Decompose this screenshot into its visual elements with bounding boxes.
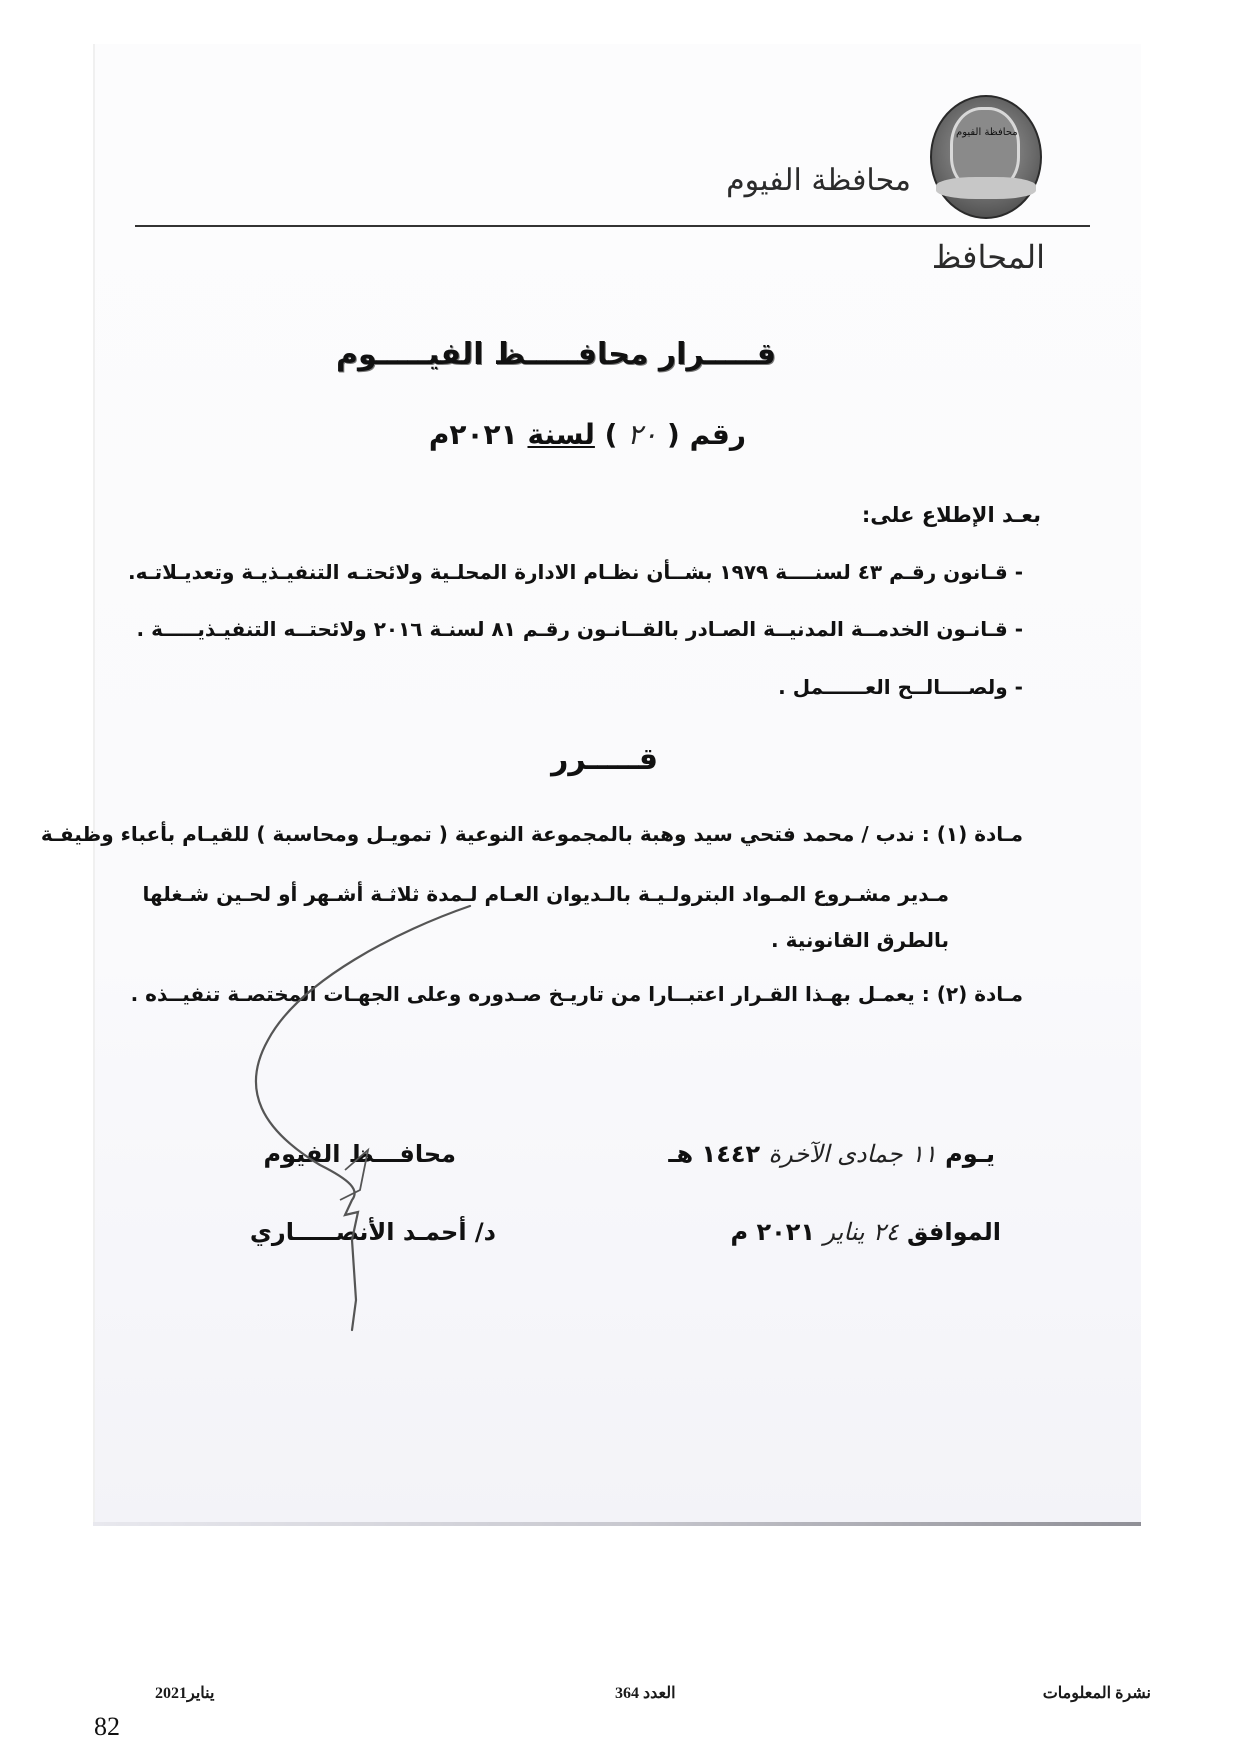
article-1-line: مـادة (١) : ندب / محمد فتحي سيد وهبة بالمجموعة النوعية ( تمويـل ومحاسبة ) للقيـام بأعباء وظيفـة (40, 822, 1023, 846)
decree-number-handwritten: ٢٠ (627, 418, 658, 451)
governor-title: المحافظ (931, 238, 1045, 276)
hijri-prefix: يـوم (945, 1140, 995, 1168)
article-1-line: بالطرق القانونية . (771, 928, 949, 952)
number-suffix: ) (604, 418, 618, 451)
year-label: لسنة (527, 418, 595, 451)
year-value: ٢٠٢١م (428, 418, 518, 451)
scan-edge (93, 1522, 1141, 1526)
emblem-text: محافظة الفيوم (956, 127, 1018, 138)
decree-number-line (429, 418, 746, 451)
footer-date: يناير2021 (155, 1685, 215, 1702)
article-2-line: مـادة (٢) : يعمـل بهـذا القـرار اعتبــارا من تاريـخ صـدوره وعلى الجهـات المختصـة تنفيــذه . (130, 982, 1023, 1006)
governorate-name: محافظة الفيوم (726, 163, 911, 198)
footer-publication: نشرة المعلومات (1042, 1685, 1151, 1702)
gregorian-prefix: الموافق (907, 1218, 1001, 1246)
gregorian-month-handwritten: يناير (823, 1218, 865, 1246)
decree-title: قـــــرار محافـــــظ الفيـــــوم (336, 337, 776, 372)
resolution-heading: قـــــرر (551, 742, 658, 777)
signatory-name: د/ أحمـد الأنصـــــاري (249, 1218, 496, 1246)
emblem-lake-shape (936, 177, 1036, 199)
preamble-item: - قـانون رقـم ٤٣ لسنــــة ١٩٧٩ بشــأن نظـام الادارة المحلـية ولائحتـه التنفيـذيـة وتعديـلاتـه. (128, 560, 1023, 584)
hijri-month-handwritten: جمادى الآخرة (768, 1140, 903, 1168)
hijri-day: ١١ (911, 1140, 937, 1168)
preamble-item: - قـانـون الخدمــة المدنيــة الصـادر بالقــانـون رقـم ٨١ لسنـة ٢٠١٦ ولائحتــه التنفيـذيـــــة . (136, 617, 1023, 641)
preamble-heading: بعـد الإطلاع على: (861, 503, 1041, 527)
gregorian-date (730, 1218, 1001, 1246)
article-1-line: مـدير مشـروع المـواد البترولـيـة بالـديوان العـام لـمدة ثلاثـة أشـهر أو لحـين شـغلها (142, 882, 949, 906)
preamble-item: - ولصــــالــح العــــــمل . (778, 675, 1023, 699)
hijri-date (668, 1140, 995, 1168)
footer-issue: العدد 364 (615, 1685, 676, 1702)
gregorian-year: ٢٠٢١ م (730, 1218, 816, 1246)
fayoum-governorate-emblem-icon (930, 95, 1042, 219)
hijri-year: ١٤٤٢ هـ (668, 1140, 761, 1168)
page-number: 82 (94, 1712, 120, 1741)
signatory-title: محافـــظ الفيوم (263, 1140, 456, 1168)
number-prefix: رقم ( (667, 418, 746, 451)
header-divider (135, 225, 1090, 227)
gregorian-day: ٢٤ (872, 1218, 899, 1246)
